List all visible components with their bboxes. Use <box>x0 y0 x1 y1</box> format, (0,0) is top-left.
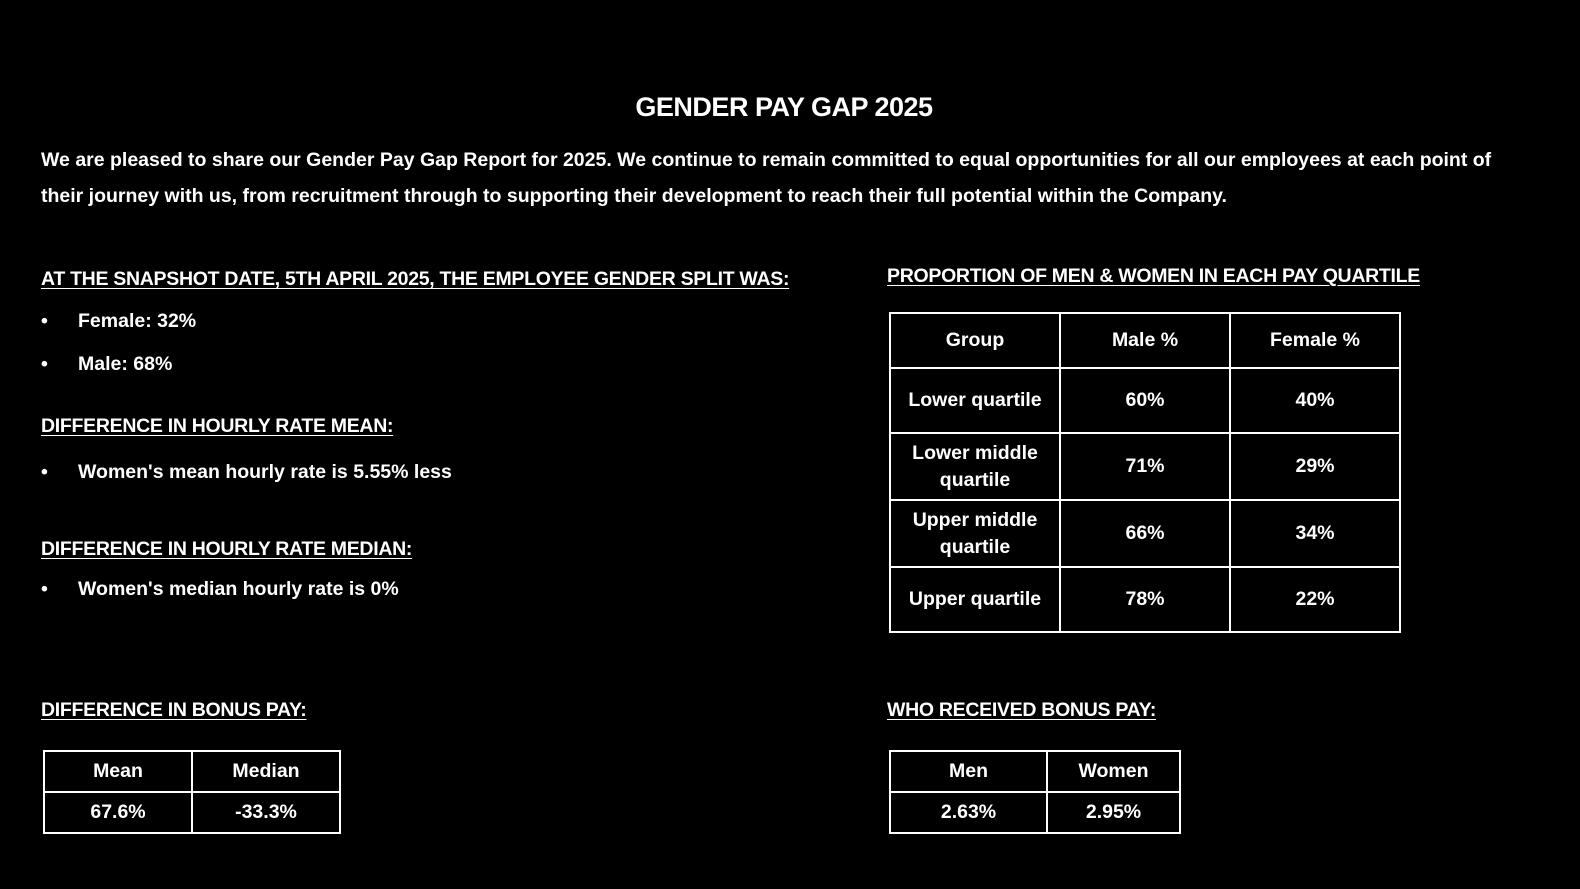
table-cell-male: 71% <box>1060 433 1230 500</box>
column-header-group: Group <box>890 313 1060 368</box>
table-cell-group: Upper middle quartile <box>890 500 1060 567</box>
table-cell-male: 78% <box>1060 567 1230 632</box>
bullet-text: Women's median hourly rate is 0% <box>78 578 399 600</box>
column-header-women: Women <box>1047 751 1180 792</box>
table-header-row <box>890 313 1400 368</box>
bonus-difference-table <box>43 750 341 834</box>
table-row <box>890 792 1180 833</box>
gender-split-heading: AT THE SNAPSHOT DATE, 5TH APRIL 2025, THE EMPLOYEE GENDER SPLIT WAS: <box>41 268 790 290</box>
bullet-icon: • <box>41 578 48 600</box>
gender-split-item-female <box>41 310 196 333</box>
table-header-row <box>44 751 340 792</box>
intro-paragraph: We are pleased to share our Gender Pay Gap Report for 2025. We continue to remain committed to equal opportunities for all our employees at each point of their journey with us, from recruitment through to supporting their development to reach their full potential within the Company. <box>41 149 1492 207</box>
bullet-text: Male: 68% <box>78 353 173 375</box>
table-cell-women: 2.95% <box>1047 792 1180 833</box>
table-row <box>890 368 1400 433</box>
column-header-median: Median <box>192 751 340 792</box>
table-cell-male: 66% <box>1060 500 1230 567</box>
column-header-male: Male % <box>1060 313 1230 368</box>
table-row <box>44 792 340 833</box>
table-header-row <box>890 751 1180 792</box>
bullet-icon: • <box>41 310 48 332</box>
table-cell-mean: 67.6% <box>44 792 192 833</box>
table-row <box>890 500 1400 567</box>
table-cell-female: 40% <box>1230 368 1400 433</box>
bullet-text: Female: 32% <box>78 310 197 332</box>
hourly-median-heading: DIFFERENCE IN HOURLY RATE MEDIAN: <box>41 538 413 560</box>
bonus-received-table <box>889 750 1181 834</box>
bonus-difference-heading: DIFFERENCE IN BONUS PAY: <box>41 699 307 721</box>
bonus-received-heading: WHO RECEIVED BONUS PAY: <box>887 699 1157 721</box>
page-title: GENDER PAY GAP 2025 <box>635 92 933 122</box>
table-row <box>890 433 1400 500</box>
table-cell-median: -33.3% <box>192 792 340 833</box>
hourly-mean-item <box>41 461 452 484</box>
table-cell-men: 2.63% <box>890 792 1047 833</box>
table-cell-group: Lower quartile <box>890 368 1060 433</box>
table-cell-group: Upper quartile <box>890 567 1060 632</box>
quartile-table <box>889 312 1401 633</box>
hourly-median-item <box>41 578 399 601</box>
table-cell-female: 29% <box>1230 433 1400 500</box>
table-cell-group: Lower middle quartile <box>890 433 1060 500</box>
bullet-icon: • <box>41 461 48 483</box>
hourly-mean-heading: DIFFERENCE IN HOURLY RATE MEAN: <box>41 415 394 437</box>
bullet-icon: • <box>41 353 48 375</box>
table-cell-female: 22% <box>1230 567 1400 632</box>
gender-split-item-male <box>41 353 172 376</box>
bullet-text: Women's mean hourly rate is 5.55% less <box>78 461 452 483</box>
column-header-mean: Mean <box>44 751 192 792</box>
column-header-female: Female % <box>1230 313 1400 368</box>
table-row <box>890 567 1400 632</box>
table-cell-male: 60% <box>1060 368 1230 433</box>
table-cell-female: 34% <box>1230 500 1400 567</box>
column-header-men: Men <box>890 751 1047 792</box>
quartile-heading: PROPORTION OF MEN & WOMEN IN EACH PAY QUARTILE <box>887 265 1420 287</box>
